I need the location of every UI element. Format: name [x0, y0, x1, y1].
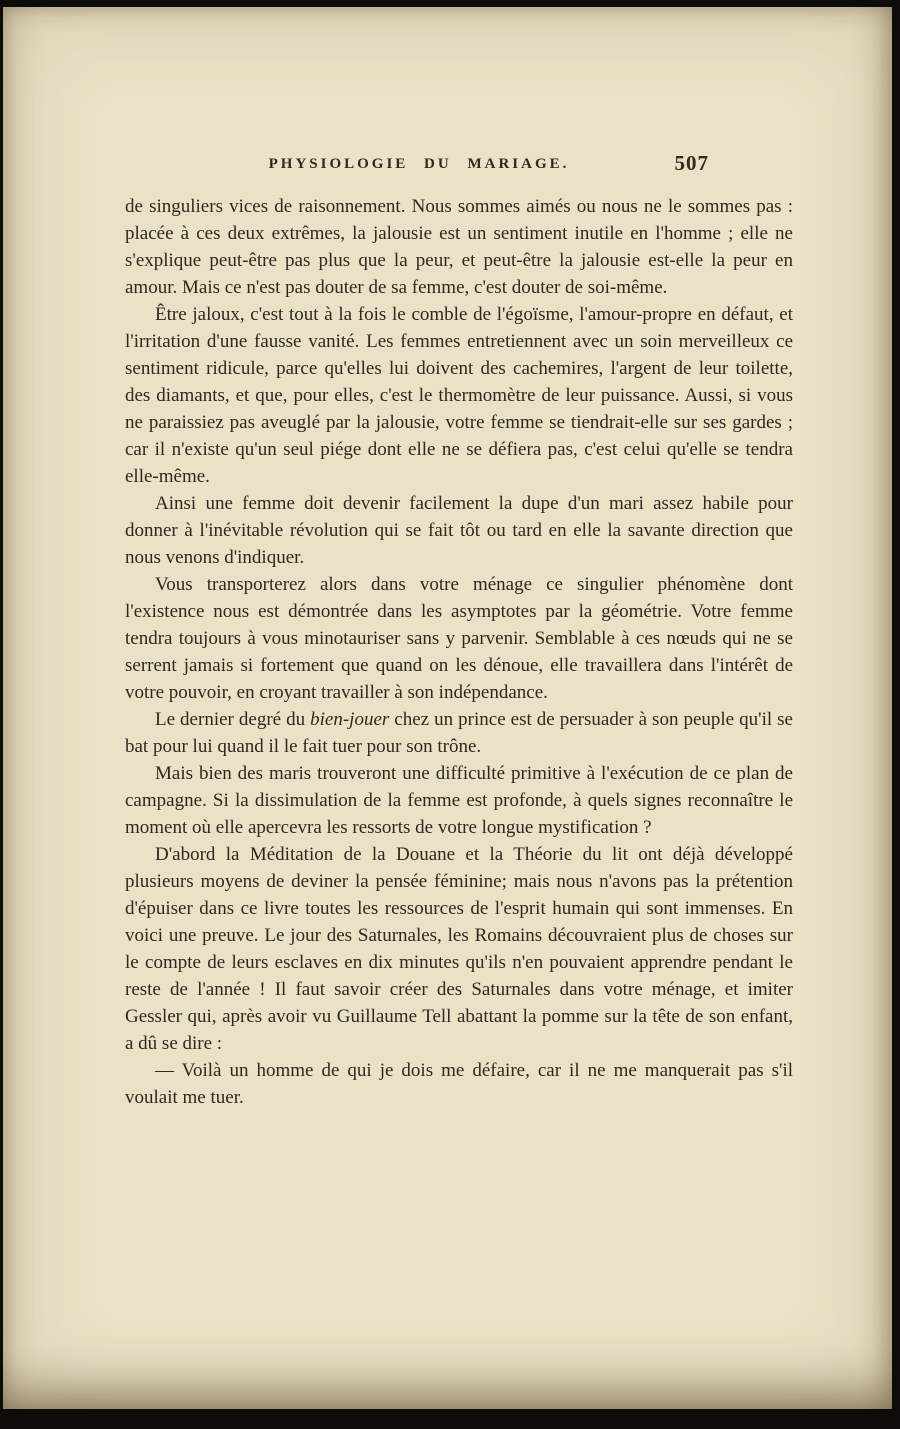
paragraph — [125, 706, 793, 760]
paragraph — [125, 571, 793, 706]
paragraph — [125, 760, 793, 841]
paragraph — [125, 1057, 793, 1111]
text-segment: Le dernier degré du — [155, 709, 311, 730]
text-segment: Être jaloux, c'est tout à la fois le comble de l'égoïsme, l'amour-propre en défaut, et l'irritation d'une fausse vanité. Les femmes entretiennent avec un soin merveilleux ce sentiment ridicule, parce qu'elles lui doivent des cachemires, l'argent de leur toilette, des diamants, et que, pour elles, c'est le thermomètre de leur puissance. Aussi, si vous ne paraissiez pas aveuglé par la jalousie, votre femme se tiendrait-elle sur ses gardes ; car il n'existe qu'un seul piége dont elle ne se défiera pas, c'est celui qu'elle se tendra elle-même. — [125, 304, 793, 487]
page-header — [125, 151, 793, 186]
text-segment: de singuliers vices de raisonnement. Nous sommes aimés ou nous ne le sommes pas : placée à ces deux extrêmes, la jalousie est un sentiment inutile en l'homme ; elle ne s'explique peut-être pas plus que la peur, et peut-être la jalousie est-elle la peur en amour. Mais ce n'est pas douter de sa femme, c'est douter de soi-même. — [125, 196, 793, 298]
text-block — [125, 193, 793, 1111]
paragraph — [125, 193, 793, 301]
text-segment: Vous transporterez alors dans votre ménage ce singulier phénomène dont l'existence nous est démontrée dans les asymptotes par la géométrie. Votre femme tendra toujours à vous minotauriser sans y parvenir. Semblable à ces nœuds qui ne se serrent jamais si fortement que quand on les dénoue, elle travaillera dans l'intérêt de votre pouvoir, en croyant travailler à son indépendance. — [125, 574, 793, 703]
paragraph — [125, 841, 793, 1057]
text-segment: — Voilà un homme de qui je dois me défaire, car il ne me manquerait pas s'il voulait me tuer. — [125, 1060, 793, 1108]
text-segment: chez un prince est de persuader à son peuple qu'il se bat pour lui quand il le fait tuer pour son trône. — [125, 709, 793, 757]
italic-phrase: bien-jouer — [310, 709, 390, 730]
page-number: 507 — [674, 151, 709, 175]
text-segment: Ainsi une femme doit devenir facilement la dupe d'un mari assez habile pour donner à l'inévitable révolution qui se fait tôt ou tard en elle la savante direction que nous venons d'indiquer. — [125, 493, 793, 568]
running-header: PHYSIOLOGIE DU MARIAGE. — [268, 156, 570, 172]
text-segment: D'abord la Méditation de la Douane et la Théorie du lit ont déjà développé plusieurs moyens de deviner la pensée féminine; mais nous n'avons pas la prétention d'épuiser dans ce livre toutes les ressources de l'esprit humain qui sont immenses. En voici une preuve. Le jour des Saturnales, les Romains découvraient plus de choses sur le compte de leurs esclaves en dix minutes qu'ils n'en pouvaient apprendre pendant le reste de l'année ! Il faut savoir créer des Saturnales dans votre ménage, et imiter Gessler qui, après avoir vu Guillaume Tell abattant la pomme sur la tête de son enfant, a dû se dire : — [125, 844, 793, 1054]
paragraph — [125, 490, 793, 571]
paragraph — [125, 301, 793, 490]
text-segment: Mais bien des maris trouveront une difficulté primitive à l'exécution de ce plan de campagne. Si la dissimulation de la femme est profonde, à quels signes reconnaître le moment où elle apercevra les ressorts de votre longue mystification ? — [125, 763, 793, 838]
book-page — [3, 7, 892, 1409]
